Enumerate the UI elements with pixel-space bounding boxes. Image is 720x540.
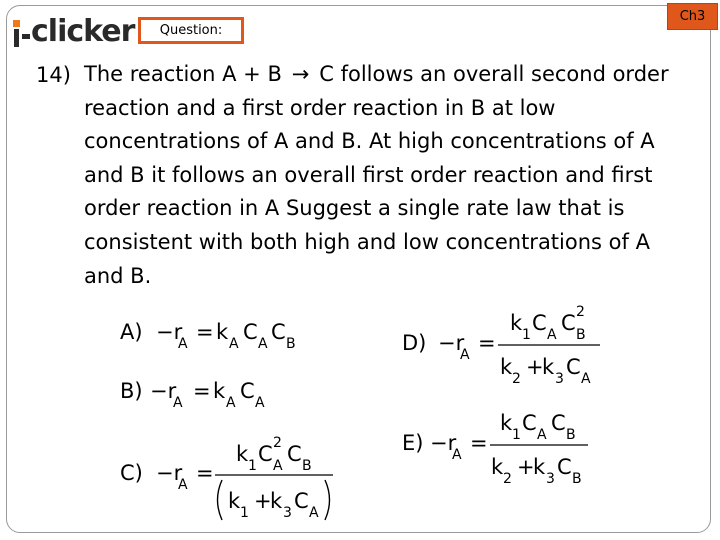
svg-text:+: + xyxy=(526,355,544,379)
svg-text:1: 1 xyxy=(512,427,521,443)
svg-text:k: k xyxy=(491,455,504,479)
svg-text:=: = xyxy=(196,320,214,344)
option-b[interactable] xyxy=(120,379,265,411)
svg-text:+: + xyxy=(517,455,535,479)
question-number: 14) xyxy=(36,63,71,87)
svg-text:A: A xyxy=(537,427,547,443)
question-label: Question: xyxy=(138,17,244,44)
svg-text:C: C xyxy=(561,311,576,335)
svg-text:−r: −r xyxy=(150,379,177,403)
svg-text:C: C xyxy=(258,442,273,466)
svg-text:B: B xyxy=(576,327,586,343)
svg-text:=: = xyxy=(470,431,488,455)
svg-text:C: C xyxy=(287,442,302,466)
svg-text:k: k xyxy=(216,320,229,344)
svg-text:2: 2 xyxy=(273,435,282,451)
svg-text:C: C xyxy=(551,411,566,435)
svg-text:A: A xyxy=(255,395,265,411)
svg-text:=: = xyxy=(196,461,214,485)
svg-text:C: C xyxy=(522,411,537,435)
svg-text:A: A xyxy=(273,458,283,474)
svg-text:C: C xyxy=(566,355,581,379)
svg-text:A: A xyxy=(547,327,557,343)
svg-text:+: + xyxy=(254,489,272,513)
option-d[interactable] xyxy=(402,304,600,387)
svg-text:3: 3 xyxy=(283,505,292,521)
svg-text:2: 2 xyxy=(512,371,521,387)
svg-text:C: C xyxy=(294,489,309,513)
svg-text:A: A xyxy=(309,505,319,521)
svg-text:B: B xyxy=(302,458,312,474)
logo-wordmark: clicker xyxy=(31,14,135,49)
option-c[interactable] xyxy=(120,435,333,521)
svg-text:A: A xyxy=(258,336,268,352)
question-text-part2: C follows an overall second order reaction and a first order reaction in B at low concentrations of A and B. At high concentrations of A and B it follows an overall first order reaction and first order reaction in A Suggest a single rate law that is consistent with both high and low concentrations of A and B. xyxy=(84,62,669,288)
svg-text:k: k xyxy=(510,311,523,335)
svg-text:k: k xyxy=(236,442,249,466)
svg-text:−r: −r xyxy=(156,461,183,485)
option-a[interactable] xyxy=(120,320,296,352)
svg-text:−r: −r xyxy=(156,320,183,344)
svg-text:=: = xyxy=(193,379,211,403)
chapter-tag: Ch3 xyxy=(667,3,718,30)
svg-text:B: B xyxy=(566,427,576,443)
svg-text:A: A xyxy=(581,371,591,387)
svg-text:3: 3 xyxy=(546,471,555,487)
svg-text:A: A xyxy=(460,347,470,363)
svg-text:B: B xyxy=(286,336,296,352)
svg-text:C: C xyxy=(240,379,255,403)
svg-text:A: A xyxy=(452,447,462,463)
svg-text:k: k xyxy=(542,355,555,379)
svg-text:A: A xyxy=(226,395,236,411)
svg-text:A: A xyxy=(229,336,239,352)
svg-text:3: 3 xyxy=(555,371,564,387)
svg-text:k: k xyxy=(228,489,241,513)
svg-text:1: 1 xyxy=(522,327,531,343)
svg-text:C: C xyxy=(271,320,286,344)
svg-text:−r: −r xyxy=(438,331,465,355)
reaction-arrow-icon: → xyxy=(291,62,310,86)
svg-text:A): A) xyxy=(120,320,143,344)
svg-text:k: k xyxy=(213,379,226,403)
svg-text:1: 1 xyxy=(248,458,257,474)
svg-text:2: 2 xyxy=(576,304,585,320)
svg-text:C: C xyxy=(532,311,547,335)
svg-text:E): E) xyxy=(402,431,424,455)
svg-text:B: B xyxy=(572,471,582,487)
svg-text:k: k xyxy=(533,455,546,479)
svg-text:C): C) xyxy=(120,461,143,485)
svg-text:2: 2 xyxy=(503,471,512,487)
option-e[interactable] xyxy=(402,411,588,487)
svg-text:k: k xyxy=(270,489,283,513)
svg-text:k: k xyxy=(500,411,513,435)
svg-text:B): B) xyxy=(120,379,143,403)
svg-text:A: A xyxy=(178,336,188,352)
svg-text:1: 1 xyxy=(240,505,249,521)
svg-text:D): D) xyxy=(402,331,427,355)
svg-text:=: = xyxy=(478,331,496,355)
svg-text:C: C xyxy=(243,320,258,344)
svg-text:−r: −r xyxy=(430,431,457,455)
svg-text:k: k xyxy=(500,355,513,379)
svg-text:A: A xyxy=(178,477,188,493)
svg-text:A: A xyxy=(173,395,183,411)
svg-text:C: C xyxy=(557,455,572,479)
question-text-part1: The reaction A + B xyxy=(84,62,282,86)
